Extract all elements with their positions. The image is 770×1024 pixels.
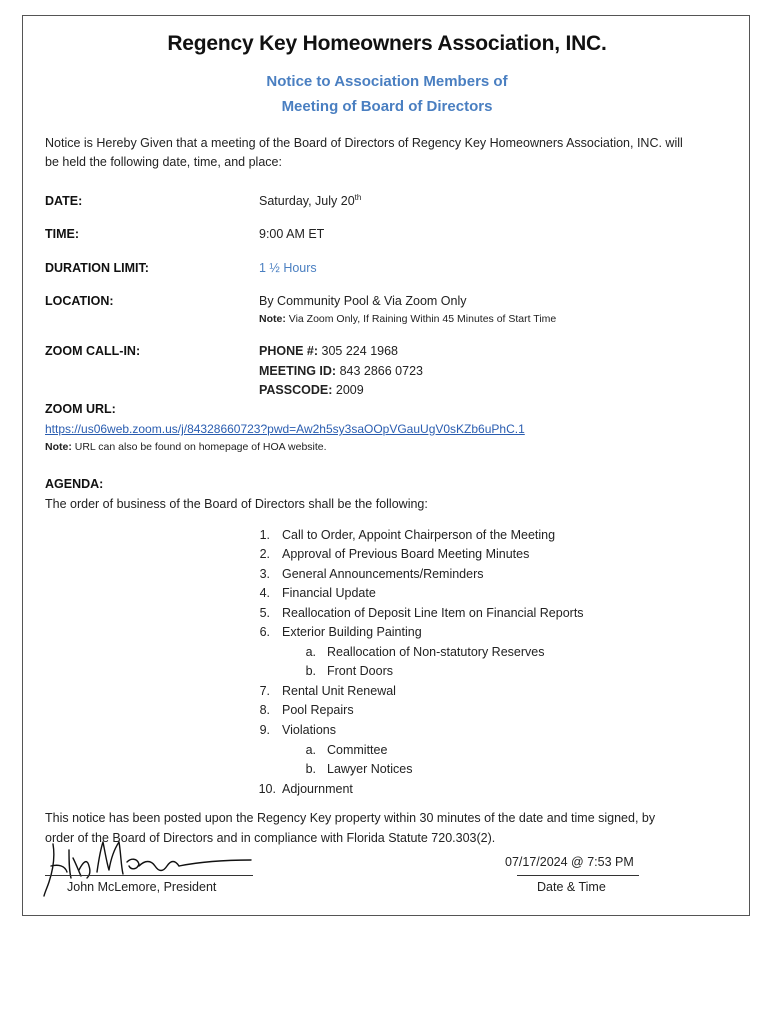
intro-line2: be held the following date, time, and place: xyxy=(45,155,282,169)
phone-line xyxy=(259,344,398,358)
passcode-value: 2009 xyxy=(335,383,364,397)
agenda-subitem-text: Committee xyxy=(327,743,388,757)
agenda-item-text: Reallocation of Deposit Line Item on Financial Reports xyxy=(282,606,584,620)
location-value: By Community Pool & Via Zoom Only xyxy=(259,294,467,308)
agenda-item-number: 8. xyxy=(259,703,270,717)
time-value: 9:00 AM ET xyxy=(259,227,325,241)
location-note xyxy=(259,313,556,325)
date-label: DATE: xyxy=(45,194,83,208)
agenda-item-text: Exterior Building Painting xyxy=(282,625,422,639)
agenda-subitem-letter: b. xyxy=(305,664,316,678)
agenda-item-number: 1. xyxy=(259,528,270,542)
association-title: Regency Key Homeowners Association, INC. xyxy=(167,32,607,55)
closing-line1: This notice has been posted upon the Regency Key property within 30 minutes of the date and time signed, by xyxy=(45,811,656,825)
agenda-item-text: Violations xyxy=(282,723,336,737)
signer-name: John McLemore, President xyxy=(67,880,217,894)
zoom-url-label: ZOOM URL: xyxy=(45,402,116,416)
agenda-item-number: 9. xyxy=(259,723,270,737)
passcode-line xyxy=(259,383,364,397)
notice-subtitle-line2: Meeting of Board of Directors xyxy=(281,98,493,115)
agenda-subitem-letter: a. xyxy=(305,645,316,659)
agenda-item-text: Approval of Previous Board Meeting Minutes xyxy=(282,547,530,561)
date-text: Saturday, July 20 xyxy=(259,194,355,208)
datetime-line xyxy=(517,875,639,876)
agenda-item-text: General Announcements/Reminders xyxy=(282,567,484,581)
agenda-subitem-text: Reallocation of Non-statutory Reserves xyxy=(327,645,545,659)
zoom-url-link[interactable]: https://us06web.zoom.us/j/84328660723?pwd=Aw2h5sy3saOOpVGauUgV0sKZb6uPhC.1 xyxy=(45,422,525,436)
datetime-caption: Date & Time xyxy=(537,880,606,894)
duration-label: DURATION LIMIT: xyxy=(45,261,149,275)
agenda-subitem-text: Front Doors xyxy=(327,664,393,678)
location-note-text: Via Zoom Only, If Raining Within 45 Minutes of Start Time xyxy=(288,313,557,325)
phone-label: PHONE #: xyxy=(259,344,319,358)
agenda-item-number: 5. xyxy=(259,606,270,620)
agenda-item-text: Call to Order, Appoint Chairperson of the Meeting xyxy=(282,528,556,542)
agenda-item-text: Pool Repairs xyxy=(282,703,354,717)
duration-value: 1 ½ Hours xyxy=(259,261,317,275)
passcode-label: PASSCODE: xyxy=(259,383,333,397)
zoom-callin-label: ZOOM CALL-IN: xyxy=(45,344,141,358)
agenda-item-number: 3. xyxy=(259,567,270,581)
agenda-item-text: Adjournment xyxy=(282,782,353,796)
signed-datetime: 07/17/2024 @ 7:53 PM xyxy=(505,855,634,869)
meeting-id-line xyxy=(259,364,423,378)
agenda-heading: AGENDA: xyxy=(45,477,104,491)
agenda-item-number: 4. xyxy=(259,586,270,600)
agenda-item-number: 10. xyxy=(258,782,276,796)
closing-line2: order of the Board of Directors and in compliance with Florida Statute 720.303(2). xyxy=(45,831,496,845)
url-note-text: URL can also be found on homepage of HOA website. xyxy=(74,441,327,453)
agenda-item-number: 7. xyxy=(259,684,270,698)
meeting-id-label: MEETING ID: xyxy=(259,364,337,378)
agenda-item-text: Financial Update xyxy=(282,586,376,600)
agenda-subitem-letter: a. xyxy=(305,743,316,757)
agenda-item-number: 6. xyxy=(259,625,270,639)
time-label: TIME: xyxy=(45,227,80,241)
signature-line xyxy=(45,875,253,876)
intro-line1: Notice is Hereby Given that a meeting of the Board of Directors of Regency Key Homeowners Association, INC. will xyxy=(45,136,683,150)
agenda-intro: The order of business of the Board of Directors shall be the following: xyxy=(45,497,428,511)
agenda-item-number: 2. xyxy=(259,547,270,561)
meeting-id-value: 843 2866 0723 xyxy=(339,364,423,378)
phone-value: 305 224 1968 xyxy=(321,344,398,358)
location-note-label: Note: xyxy=(259,313,286,325)
agenda-item-text: Rental Unit Renewal xyxy=(282,684,396,698)
url-note-label: Note: xyxy=(45,441,72,453)
location-label: LOCATION: xyxy=(45,294,114,308)
notice-document xyxy=(22,15,750,916)
url-note xyxy=(45,441,327,453)
notice-subtitle-line1: Notice to Association Members of xyxy=(266,73,508,90)
date-value xyxy=(259,194,361,208)
agenda-subitem-text: Lawyer Notices xyxy=(327,762,413,776)
date-ordinal-suffix: th xyxy=(354,192,362,202)
agenda-subitem-letter: b. xyxy=(305,762,316,776)
